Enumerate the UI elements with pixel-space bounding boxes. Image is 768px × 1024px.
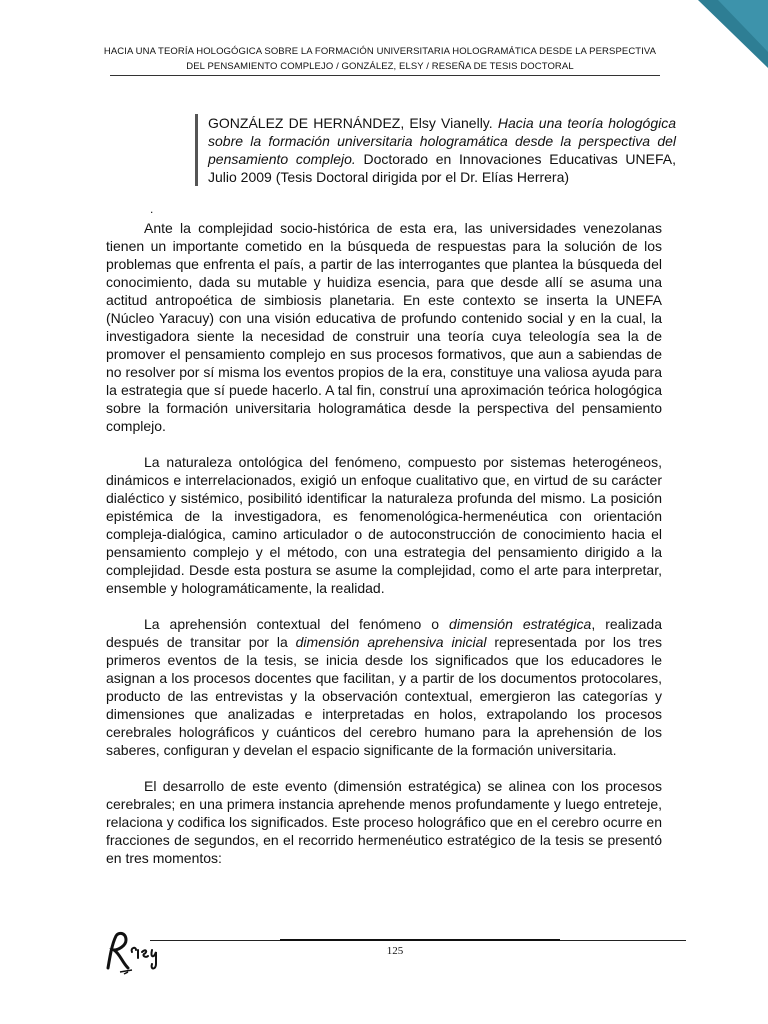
paragraph-3-part-a: La aprehensión contextual del fenómeno o [144,616,450,632]
paragraph-1: Ante la complejidad socio-histórica de esta era, las universidades venezolanas tienen un importante cometido en la búsqueda de respuestas para la solución de los problemas que enfrenta el país, a partir de las interrogantes que plantea la búsqueda del conocimiento, dada su mutable y huidiza esencia, para que desde allí se asuma una actitud antropoética de simbiosis planetaria. En este contexto se inserta la UNEFA (Núcleo Yaracuy) con una visión educativa de profundo contenido social y en la cual, la investigadora siente la necesidad de construir una teoría cuya teleología sea la de promover el pensamiento complejo en sus procesos formativos, que aun a sabiendas de no resolver por sí misma los eventos propios de la era, constituye una valiosa ayuda para la estrategia que sí puede hacerlo. A tal fin, construí una aproximación teórica hologógica sobre la formación universitaria hologramática desde la perspectiva del pensamiento complejo. [106,220,662,434]
stray-dot: . [150,202,154,216]
journal-logo [100,928,172,978]
paragraph-4: El desarrollo de este evento (dimensión estratégica) se alinea con los procesos cerebrales; en una primera instancia aprehende menos profundamente y luego entreteje, relaciona y codifica los significados. Este proceso holográfico que en el cerebro ocurre en fracciones de segundos, en el recorrido hermenéutico estratégico de la tesis se presentó en tres momentos: [106,778,662,866]
citation-details: Doctorado en Innovaciones Educativas UNEFA, Julio 2009 (Tesis Doctoral dirigida por el Dr. Elías Herrera) [208,151,676,185]
paragraph-3-emphasis-1: dimensión estratégica [449,616,592,632]
header-line-1: HACIA UNA TEORÍA HOLOGÓGICA SOBRE LA FORMACIÓN UNIVERSITARIA HOLOGRAMÁTICA DESDE LA PERSPECTIVA [103,46,657,57]
corner-decoration-inner [718,0,768,52]
logo-icon [100,928,172,978]
body-text [106,219,662,885]
header-rule [110,75,660,76]
thesis-citation [195,114,676,186]
page-number: 125 [386,945,404,957]
citation-author: GONZÁLEZ DE HERNÁNDEZ, Elsy Vianelly. [208,115,498,131]
paragraph-3-emphasis-2: dimensión aprehensiva inicial [295,634,487,650]
citation-title: Hacia una teoría hologógica sobre la formación universitaria hologramática desde la perspectiva del pensamiento complejo. [208,115,677,167]
paragraph-3 [106,615,662,759]
paragraph-3-part-e: representada por los tres primeros eventos de la tesis, se inicia desde los significados que los educadores le asignan a los procesos docentes que facilitan, y a partir de los documentos protocolares, producto de las entrevistas y la observación contextual, emergieron las categorías y dimensiones que analizadas e interpretadas en holos, extrapolando los procesos cerebrales holográficos y cuánticos del cerebro humano para la aprehensión de los saberes, configuran y develan el espacio significante de la formación universitaria. [106,634,663,758]
running-header [100,44,660,74]
footer-rule-accent [280,939,560,941]
paragraph-2: La naturaleza ontológica del fenómeno, compuesto por sistemas heterogéneos, dinámicos e interrelacionados, exigió un enfoque cualitativo que, en virtud de su carácter dialéctico y sistémico, posibilitó identificar la naturaleza profunda del mismo. La posición epistémica de la investigadora, es fenomenológica-hermenéutica con orientación compleja-dialógica, camino articulador o de autoconstrucción de conocimiento hacia el pensamiento complejo y el método, con una estrategia del pensamiento dirigido a la complejidad. Desde esta postura se asume la complejidad, como el arte para interpretar, ensemble y hologramáticamente, la realidad. [106,454,662,596]
header-line-2: DEL PENSAMIENTO COMPLEJO / GONZÁLEZ, ELSY / RESEÑA DE TESIS DOCTORAL [186,61,574,72]
paragraph-3-part-c: , realizada después de transitar por la [106,616,663,650]
